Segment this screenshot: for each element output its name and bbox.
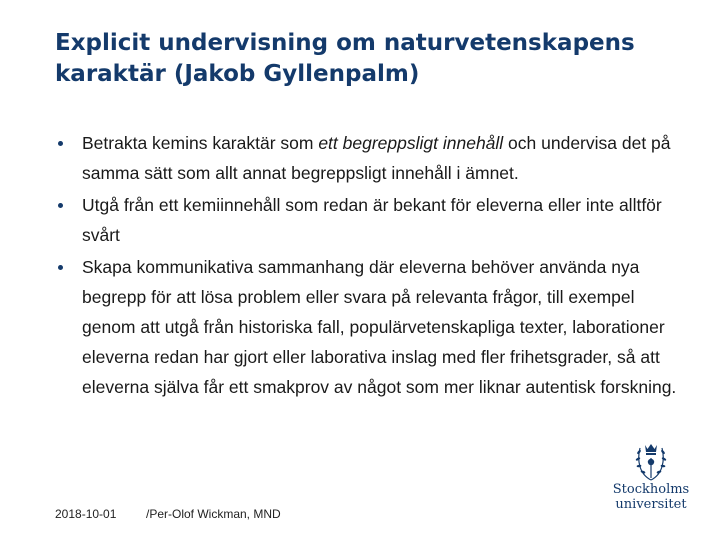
bullet-emphasis: ett begreppsligt innehåll (318, 133, 504, 153)
bullet-text: Betrakta kemins karaktär som (82, 133, 319, 153)
bullet-text: Utgå från ett kemiinnehåll som redan är bekant för eleverna eller inte alltför svårt (82, 195, 662, 245)
university-logo (612, 440, 690, 526)
logo-line-1: Stockholms (612, 482, 690, 497)
university-seal-icon (631, 440, 671, 482)
bullet-text-continued: och undervisa det på samma sätt som allt annat begreppsligt innehåll i ämnet. (82, 133, 671, 183)
bullet-dot-icon (58, 203, 63, 208)
bullet-text: Skapa kommunikativa sammanhang där eleverna behöver använda nya begrepp för att lösa problem eller svara på relevanta frågor, till exempel genom att utgå från historiska fall, populärvetenskapliga texter, laborationer eleverna redan har gjort eller laborativa inslag med fler frihetsgrader, så att eleverna själva får ett smakprov av något som mer liknar autentisk forskning. (82, 257, 677, 397)
bullet-dot-icon (58, 265, 63, 270)
logo-wordmark (612, 482, 690, 512)
bullet-item (56, 190, 686, 250)
bullet-item (56, 252, 686, 402)
slide-title: Explicit undervisning om naturvetenskapens karaktär (Jakob Gyllenpalm) (55, 30, 635, 87)
bullet-item (56, 128, 686, 188)
bullet-list (56, 128, 686, 404)
footer-date: 2018-10-01 (55, 507, 117, 521)
footer-author: /Per-Olof Wickman, MND (146, 507, 281, 521)
logo-line-2: universitet (615, 497, 687, 512)
bullet-dot-icon (58, 141, 63, 146)
